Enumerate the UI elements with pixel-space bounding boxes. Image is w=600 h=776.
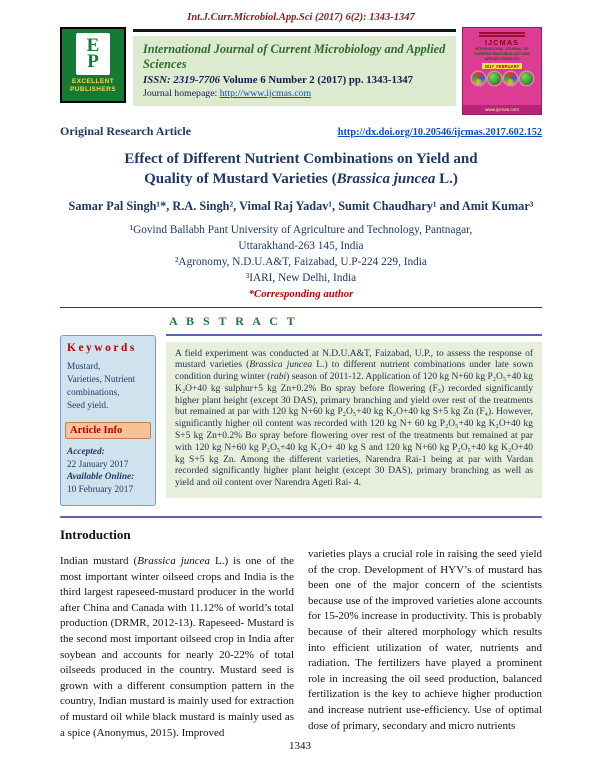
cover-subtitle-line: APPLIED SCIENCES xyxy=(484,56,520,61)
affiliations-block xyxy=(60,222,542,286)
intro-seg: Indian mustard ( xyxy=(60,555,138,567)
journal-homepage-line xyxy=(143,88,446,99)
body-columns xyxy=(60,548,542,741)
journal-issn-line xyxy=(143,74,446,86)
keyword-item: Mustard, xyxy=(67,361,101,372)
microbe-icon xyxy=(504,72,517,85)
running-head-citation: Int.J.Curr.Microbiol.App.Sci (2017) 6(2): 1343-1347 xyxy=(187,12,415,23)
accepted-label: Accepted: xyxy=(67,446,105,457)
available-online-label: Available Online: xyxy=(67,472,135,483)
microbe-icon xyxy=(520,72,533,85)
article-info-banner: Article Info xyxy=(65,422,151,439)
abstract-species-italic: Brassica juncea xyxy=(249,360,313,371)
publisher-logo-caption: EXCELLENT PUBLISHERS xyxy=(70,78,116,94)
cover-issue-label: 2017_FEBRUARY xyxy=(482,63,523,69)
page-number: 1343 xyxy=(289,740,311,752)
left-column-text xyxy=(60,554,294,741)
journal-title: International Journal of Current Microbiology and Applied Sciences xyxy=(143,42,446,71)
article-dates xyxy=(67,446,149,497)
intro-species-italic: Brassica juncea xyxy=(137,555,211,567)
journal-cover-thumbnail xyxy=(462,27,542,115)
keywords-title: Keywords xyxy=(67,341,137,354)
homepage-label: Journal homepage: xyxy=(143,88,220,99)
microbe-art xyxy=(472,72,533,85)
keyword-item: combinations, xyxy=(67,387,120,398)
title-line2-pre: Quality of Mustard Varieties ( xyxy=(144,171,337,188)
microbe-icon xyxy=(472,72,485,85)
affiliation-line: ³IARI, New Delhi, India xyxy=(245,271,357,284)
logo-letter-p: P xyxy=(87,51,99,72)
microbe-icon xyxy=(488,72,501,85)
article-title-line2 xyxy=(60,169,542,189)
section-divider xyxy=(60,516,542,518)
affiliation-line: Uttarakhand-263 145, India xyxy=(238,239,364,252)
doi-link[interactable]: http://dx.doi.org/10.20546/ijcmas.2017.602.152 xyxy=(337,127,542,138)
article-title-line1: Effect of Different Nutrient Combinations on Yield and xyxy=(124,151,478,167)
abstract-text xyxy=(166,342,542,498)
cover-website: www.ijcmas.com xyxy=(462,105,542,115)
abstract-heading: A B S T R A C T xyxy=(169,313,298,328)
cover-subtitle-line: CURRENT MICROBIOLOGY AND xyxy=(474,51,530,56)
cover-subtitle-line: INTERNATIONAL JOURNAL OF xyxy=(475,47,529,51)
cover-decor-bar xyxy=(479,35,525,37)
corresponding-author-note: *Corresponding author xyxy=(248,287,354,300)
right-column-text: varieties plays a crucial role in raising the seed yield of the crop. Development of HYV’s of mustard has been one of the major concern of the scientists because use of the improved varieties alone accounts for 15-20% increase in productivity. This is probably because of their altered morphology which results into efficient utilization of water, nutrients and radiation. The fertilizers have played a prominent role in increasing the oil seed production, balanced fertilization is the key to achieve higher production and increase nutrient use-efficiency. Use of optimal dose of primary, secondary and micro nutrients xyxy=(308,548,542,732)
article-type-label: Original Research Article xyxy=(60,124,192,138)
accepted-date: 22 January 2017 xyxy=(67,459,129,470)
affiliation-line: ²Agronomy, N.D.U.A&T, Faizabad, U.P-224 229, India xyxy=(175,255,427,268)
logo-letter-e: E xyxy=(86,34,100,56)
abstract-seg: A field experiment was conducted at N.D.U.A&T, Faizabad, U.P., to assess the response of mustard varieties ( xyxy=(175,348,533,371)
keyword-item: Seed yield. xyxy=(67,400,109,411)
cover-decor-bar xyxy=(479,32,525,34)
introduction-heading: Introduction xyxy=(60,527,131,542)
header-divider xyxy=(60,307,542,308)
title-species-italic: Brassica juncea xyxy=(336,171,436,188)
abstract-section xyxy=(60,314,542,506)
available-online-date: 10 February 2017 xyxy=(67,485,134,496)
intro-seg: L.) is one of the most important winter oilseed crops and India is the third largest rapeseed-mustard producer in the world after China and Canada with 11.12% of world’s total production (DRMR, 2012-13). Rapeseed- Mustard is the second most important oilseed crop in India after soybean and accounts for nearly 20-22% of total oilseeds produced in the country. Mustard seed is grown with a different consumption pattern in the country, Indian mustard is mainly used for extraction of mustard oil while black mustard is mainly used as a spice (Anonymus, 2015). Improved xyxy=(60,555,295,739)
affiliation-line: ¹Govind Ballabh Pant University of Agriculture and Technology, Pantnagar, xyxy=(129,223,473,236)
abstract-seg: L.) to different nutrient combinations under late sown condition during winter ( xyxy=(175,360,533,383)
article-title xyxy=(60,149,542,190)
title-line2-post: L.) xyxy=(435,171,458,188)
abstract-rule xyxy=(166,334,542,336)
keyword-item: Varieties, Nutrient xyxy=(67,374,136,385)
journal-header-band xyxy=(60,27,542,115)
volume-info: Volume 6 Number 2 (2017) pp. 1343-1347 xyxy=(220,74,414,86)
journal-banner-inner xyxy=(133,36,456,106)
publisher-logo-monogram xyxy=(76,33,110,75)
abstract-rabi-italic: rabi xyxy=(270,372,287,383)
authors-line: Samar Pal Singh¹*, R.A. Singh², Vimal Raj Yadav¹, Sumit Chaudhary¹ and Amit Kumar³ xyxy=(68,198,534,213)
issn-number: ISSN: 2319-7706 xyxy=(143,74,221,86)
abstract-seg: ) season of 2011-12. Application of 120 kg N+60 kg P₂O₅+40 kg K₂O+40 kg sulphur+5 kg Zn+0.2% Bo spray before flowering (F₅) recorded significantly higher plant height (except 30 DAS), primary branching and yield over rest of the treatments but remained at par with 120 kg N+60 kg P₂O₅+40 kg K₂O+40 kg S+5 kg Zn (F₄). However, significantly higher oil content was recorded with 120 kg N+ 60 kg P₂O₅+40 kg K₂O+40 kg S+5 kg Zn+0.2% Bo spray before flowering over rest of the treatments but remained at par with 120 kg N+60 kg P₂O₅+40 kg K₂O+ 40 kg S and 120 kg N+60 kg P₂O₅+40 kg K₂O+40 kg S+5 kg Zn. Among the different varieties, Narendra Rai-1 being at par with Vardan recorded significantly higher plant height (except 30 DAS), primary branching as well as yield and oil content over Narendra Ageti Rai- 4. xyxy=(175,372,533,489)
keywords-list xyxy=(67,361,149,413)
homepage-link[interactable]: http://www.ijcmas.com xyxy=(219,88,312,99)
cover-journal-name: IJCMAS xyxy=(484,38,520,47)
keywords-sidebar xyxy=(60,314,156,506)
journal-banner xyxy=(133,29,456,106)
keywords-box xyxy=(60,335,156,506)
publisher-logo xyxy=(60,27,126,103)
article-type-row xyxy=(60,124,542,139)
abstract-column xyxy=(166,314,542,506)
